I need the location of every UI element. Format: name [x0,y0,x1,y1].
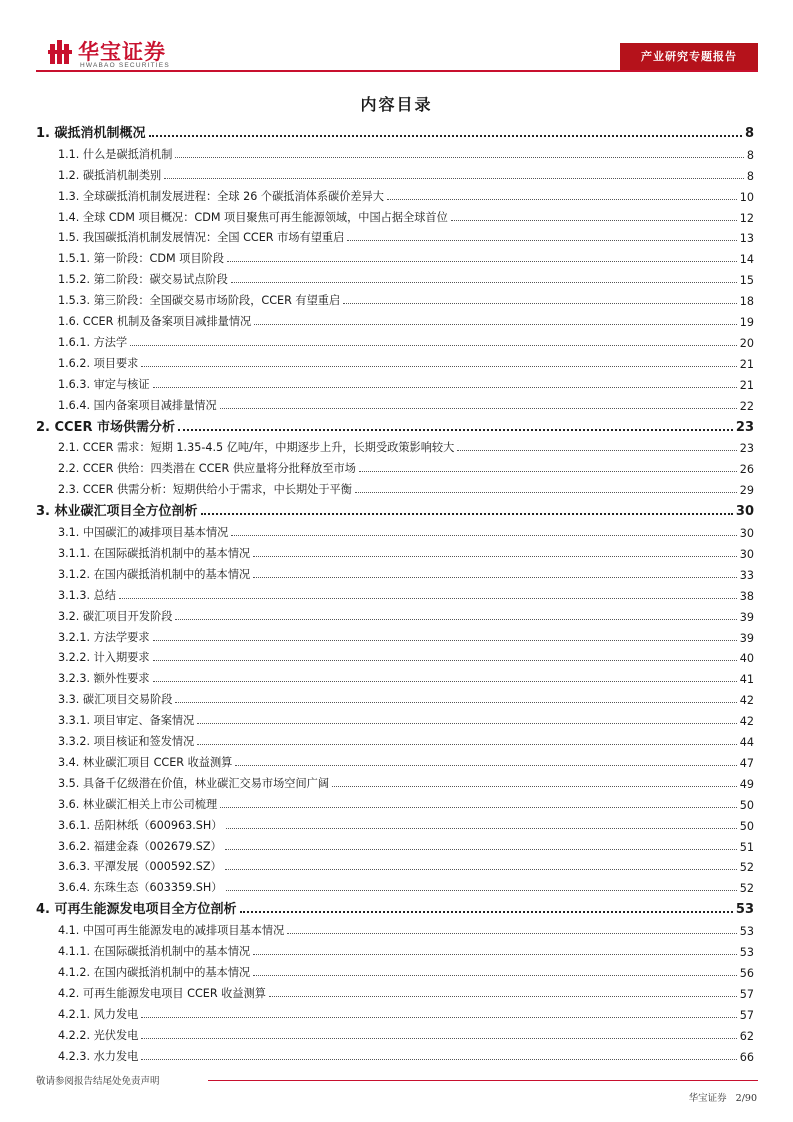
toc-entry-text: 可再生能源发电项目全方位剖析 [54,902,237,918]
toc-dot-leader [240,911,733,913]
toc-entry-number: 3.1. [58,526,80,540]
logo-chinese-name: 华宝证券 [78,40,166,64]
toc-entry-label [58,334,127,351]
toc-page-number: 66 [739,1050,754,1064]
toc-entry-level-3[interactable] [36,541,754,562]
toc-page-number: 39 [739,610,754,624]
toc-entry-number: 1. [36,126,50,141]
toc-entry-text: 第一阶段：CDM 项目阶段 [93,252,224,266]
toc-entry-number: 4.1. [58,924,80,938]
toc-entry-text: CCER 需求：短期 1.35-4.5 亿吨/年，中期逐步上升，长期受政策影响较大 [82,441,455,455]
toc-entry-label [58,545,250,562]
toc-dot-leader [225,869,737,870]
toc-page-number: 50 [739,819,754,833]
toc-entry-number: 3.2.1. [58,630,91,644]
toc-page-number: 52 [739,861,754,875]
toc-entry-text: 水力发电 [93,1049,139,1063]
toc-entry-text: 在国际碳抵消机制中的基本情况 [93,547,251,561]
page-header [36,30,758,74]
toc-entry-label [58,292,340,309]
toc-entry-level-1[interactable] [36,414,754,436]
toc-entry-level-1[interactable] [36,896,754,918]
toc-dot-leader [149,135,742,137]
toc-entry-level-3[interactable] [36,813,754,834]
toc-entry-number: 1.5.1. [58,252,91,266]
toc-entry-text: 计入期要求 [93,651,150,665]
toc-entry-level-2[interactable] [36,687,754,708]
toc-entry-text: 在国内碳抵消机制中的基本情况 [93,965,251,979]
toc-dot-leader [153,660,737,661]
toc-entry-level-3[interactable] [36,834,754,855]
toc-entry-level-3[interactable] [36,855,754,876]
toc-entry-label [58,481,352,498]
toc-entry-level-2[interactable] [36,436,754,457]
toc-entry-label [36,500,198,520]
toc-dot-leader [153,681,737,682]
toc-dot-leader [253,577,737,578]
toc-entry-level-2[interactable] [36,477,754,498]
toc-entry-label [58,943,250,960]
toc-page-number: 44 [739,736,754,750]
toc-entry-label [58,271,228,288]
toc-title: 内容目录 [360,95,433,114]
footer-page-number: 2/90 [735,1093,757,1104]
toc-entry-label [58,608,172,625]
toc-entry-number: 1.3. [58,189,80,203]
toc-entry-label [36,416,175,436]
toc-dot-leader [220,807,737,808]
toc-entry-level-3[interactable] [36,708,754,729]
toc-entry-number: 3.5. [58,776,80,790]
toc-entry-label [58,250,224,267]
toc-entry-label [58,209,448,226]
toc-entry-label [58,1006,138,1023]
toc-entry-label [58,712,194,729]
toc-entry-level-2[interactable] [36,142,754,163]
toc-dot-leader [457,450,736,451]
toc-page-number: 29 [739,484,754,498]
toc-page-number: 50 [739,798,754,812]
toc-entry-level-3[interactable] [36,372,754,393]
toc-entry-level-2[interactable] [36,750,754,771]
toc-entry-number: 3. [36,504,50,520]
company-logo [48,38,198,72]
toc-dot-leader [287,933,736,934]
toc-entry-level-3[interactable] [36,393,754,414]
toc-entry-number: 1.6.4. [58,398,91,412]
toc-page-number: 53 [739,946,754,960]
toc-page-number: 21 [739,357,754,371]
toc-page-number: 41 [739,673,754,687]
toc-dot-leader [347,240,736,241]
toc-entry-level-3[interactable] [36,1002,754,1023]
toc-dot-leader [141,366,736,367]
toc-page-number: 13 [739,232,754,246]
toc-entry-text: 风力发电 [93,1007,139,1021]
toc-page-number: 53 [739,925,754,939]
toc-page-number: 56 [739,966,754,980]
toc-page-number: 33 [739,568,754,582]
toc-entry-text: 额外性要求 [93,672,150,686]
toc-entry-text: 我国碳抵消机制发展情况：全国 CCER 市场有望重启 [82,231,345,245]
toc-entry-text: 第三阶段：全国碳交易市场阶段，CCER 有望重启 [93,294,341,308]
toc-entry-text: 项目审定、备案情况 [93,714,195,728]
toc-entry-text: 可再生能源发电项目 CCER 收益测算 [82,986,266,1000]
logo-mark-icon [48,38,74,66]
toc-entry-level-2[interactable] [36,792,754,813]
toc-page-number: 8 [746,148,754,162]
toc-page-number: 15 [739,274,754,288]
toc-entry-number: 4.1.1. [58,945,91,959]
toc-entry-level-3[interactable] [36,246,754,267]
toc-dot-leader [355,492,737,493]
toc-dot-leader [153,640,737,641]
toc-page-number: 62 [739,1029,754,1043]
toc-dot-leader [178,429,733,431]
toc-page-number: 57 [739,1008,754,1022]
toc-entry-level-2[interactable] [36,456,754,477]
toc-entry-text: 全球 CDM 项目概况：CDM 项目聚焦可再生能源领域，中国占据全球首位 [82,210,448,224]
logo-english-name: HWABAO SECURITIES [80,62,170,69]
toc-entry-text: 林业碳汇项目全方位剖析 [54,504,198,520]
toc-dot-leader [227,261,737,262]
toc-entry-number: 3.1.3. [58,588,91,602]
footer-divider [208,1080,758,1081]
toc-entry-number: 4.2. [58,986,80,1000]
toc-dot-leader [130,345,737,346]
toc-entry-label [58,146,172,163]
toc-entry-level-3[interactable] [36,939,754,960]
toc-dot-leader [226,890,737,891]
toc-entry-text: CCER 供需分析：短期供给小于需求，中长期处于平衡 [82,483,352,497]
toc-page-number: 18 [739,295,754,309]
toc-entry-text: CCER 机制及备案项目减排量情况 [82,315,252,329]
toc-entry-text: CCER 市场供需分析 [54,419,176,435]
toc-page-number: 30 [735,504,754,520]
toc-entry-number: 3.1.1. [58,547,91,561]
toc-entry-number: 1.6.1. [58,335,91,349]
toc-entry-label [58,229,344,246]
toc-entry-level-3[interactable] [36,646,754,667]
toc-entry-label [58,817,223,834]
toc-entry-text: 平潭发展（000592.SZ） [93,860,222,874]
toc-entry-label [58,587,116,604]
toc-entry-level-3[interactable] [36,267,754,288]
toc-entry-number: 1.4. [58,210,80,224]
toc-entry-number: 3.2.2. [58,651,91,665]
toc-entry-number: 3.6.3. [58,860,91,874]
toc-entry-text: 在国内碳抵消机制中的基本情况 [93,567,251,581]
toc-entry-label [36,122,146,142]
toc-dot-leader [451,220,737,221]
toc-page-number: 8 [746,169,754,183]
toc-dot-leader [141,1017,736,1018]
toc-entry-number: 2.3. [58,483,80,497]
footer-page-info [689,1090,757,1104]
toc-entry-number: 1.5.3. [58,294,91,308]
toc-entry-text: 碳抵消机制类别 [82,168,162,182]
toc-page-number: 26 [739,463,754,477]
toc-entry-text: 总结 [93,588,116,602]
toc-entry-number: 1.2. [58,168,80,182]
toc-dot-leader [197,723,736,724]
toc-entry-number: 3.3. [58,693,80,707]
toc-dot-leader [197,744,736,745]
toc-page-number: 23 [735,419,754,435]
toc-entry-level-3[interactable] [36,351,754,372]
toc-entry-level-2[interactable] [36,163,754,184]
toc-dot-leader [253,975,737,976]
toc-entry-label [58,313,251,330]
toc-entry-number: 1.1. [58,147,80,161]
toc-page-number: 53 [735,902,754,918]
toc-dot-leader [231,282,737,283]
toc-entry-label [58,691,172,708]
toc-entry-label [58,524,228,541]
toc-dot-leader [269,996,737,997]
toc-entry-number: 3.1.2. [58,567,91,581]
toc-page-number: 22 [739,399,754,413]
toc-page-number: 21 [739,378,754,392]
toc-page-number: 40 [739,652,754,666]
toc-entry-text: 光伏发电 [93,1028,139,1042]
toc-page-number: 42 [739,694,754,708]
toc-entry-text: 什么是碳抵消机制 [82,147,173,161]
toc-entry-label [58,985,266,1002]
toc-entry-level-2[interactable] [36,771,754,792]
toc-entry-number: 4.2.1. [58,1007,91,1021]
toc-entry-level-3[interactable] [36,288,754,309]
toc-entry-number: 1.5. [58,231,80,245]
toc-dot-leader [153,387,737,388]
toc-entry-label [58,397,217,414]
toc-dot-leader [387,199,737,200]
toc-entry-number: 3.3.2. [58,735,91,749]
toc-entry-label [58,439,454,456]
toc-entry-level-2[interactable] [36,604,754,625]
toc-entry-text: 中国可再生能源发电的减排项目基本情况 [82,924,285,938]
toc-entry-number: 3.2.3. [58,672,91,686]
toc-entry-text: 项目核证和签发情况 [93,735,195,749]
toc-entry-text: 福建金森（002679.SZ） [93,839,222,853]
toc-dot-leader [253,556,737,557]
toc-entry-label [58,188,384,205]
toc-dot-leader [231,535,736,536]
toc-entry-number: 2.1. [58,441,80,455]
toc-entry-label [58,754,232,771]
toc-entry-number: 4.2.2. [58,1028,91,1042]
toc-entry-text: 碳汇项目开发阶段 [82,609,173,623]
toc-entry-text: 方法学 [93,335,128,349]
toc-entry-level-2[interactable] [36,205,754,226]
toc-dot-leader [175,619,736,620]
toc-entry-number: 1.6. [58,315,80,329]
toc-page-number: 8 [744,126,754,141]
toc-entry-text: CCER 供给：四类潜在 CCER 供应量将分批释放至市场 [82,462,356,476]
toc-entry-level-3[interactable] [36,1023,754,1044]
toc-page-number: 51 [739,840,754,854]
toc-entry-label [58,629,150,646]
toc-entry-text: 具备千亿级潜在价值，林业碳汇交易市场空间广阔 [82,776,330,790]
toc-entry-label [58,733,194,750]
toc-entry-label [58,649,150,666]
toc-entry-level-2[interactable] [36,981,754,1002]
toc-entry-text: 中国碳汇的减排项目基本情况 [82,526,229,540]
toc-entry-number: 1.6.2. [58,356,91,370]
toc-dot-leader [201,513,733,515]
toc-entry-level-3[interactable] [36,625,754,646]
toc-page-number: 19 [739,316,754,330]
toc-dot-leader [175,157,743,158]
toc-dot-leader [235,765,736,766]
toc-dot-leader [141,1059,736,1060]
footer-company: 华宝证券 [688,1093,727,1104]
toc-entry-label [58,167,161,184]
toc-entry-label [58,922,284,939]
toc-entry-text: 项目要求 [93,356,139,370]
toc-entry-number: 3.6. [58,797,80,811]
toc-dot-leader [253,954,737,955]
toc-entry-level-2[interactable] [36,184,754,205]
toc-entry-label [58,670,150,687]
toc-entry-level-1[interactable] [36,498,754,520]
toc-dot-leader [119,598,737,599]
toc-entry-label [36,898,237,918]
toc-entry-level-3[interactable] [36,875,754,896]
toc-entry-text: 林业碳汇项目 CCER 收益测算 [82,755,233,769]
toc-entry-number: 4. [36,902,50,918]
toc-entry-label [58,355,138,372]
toc-entry-text: 国内备案项目减排量情况 [93,398,217,412]
toc-page-number: 10 [739,190,754,204]
toc-entry-text: 方法学要求 [93,630,150,644]
header-divider [36,70,758,72]
toc-entry-label [58,838,222,855]
toc-entry-number: 2. [36,419,50,435]
toc-dot-leader [141,1038,736,1039]
toc-dot-leader [226,828,737,829]
toc-page-number: 14 [739,253,754,267]
toc-entry-text: 第二阶段：碳交易试点阶段 [93,273,228,287]
toc-entry-number: 1.5.2. [58,273,91,287]
toc-entry-level-2[interactable] [36,226,754,247]
toc-entry-number: 4.1.2. [58,965,91,979]
toc-entry-label [58,566,250,583]
toc-entry-level-1[interactable] [36,120,754,142]
toc-entry-text: 全球碳抵消机制发展进程：全球 26 个碳抵消体系碳价差异大 [82,189,384,203]
toc-dot-leader [175,702,736,703]
toc-entry-label [58,858,222,875]
toc-entry-number: 1.6.3. [58,377,91,391]
toc-entry-label [58,1048,138,1065]
toc-dot-leader [359,471,737,472]
toc-page-number: 23 [739,442,754,456]
toc-entry-number: 2.2. [58,462,80,476]
toc-page-number: 52 [739,882,754,896]
toc-page-number: 42 [739,715,754,729]
toc-entry-level-3[interactable] [36,960,754,981]
toc-entry-number: 3.6.1. [58,818,91,832]
toc-entry-level-3[interactable] [36,1044,754,1065]
toc-entry-label [58,775,329,792]
toc-entry-text: 碳抵消机制概况 [54,126,146,141]
toc-entry-text: 审定与核证 [93,377,150,391]
toc-entry-text: 林业碳汇相关上市公司梳理 [82,797,218,811]
toc-page-number: 47 [739,756,754,770]
toc-dot-leader [332,786,737,787]
toc-entry-level-2[interactable] [36,520,754,541]
toc-page-number: 20 [739,336,754,350]
toc-page-number: 30 [739,527,754,541]
toc-entry-level-3[interactable] [36,666,754,687]
toc-entry-text: 岳阳林纸（600963.SH） [93,818,223,832]
toc-page-number: 38 [739,589,754,603]
toc-entry-text: 在国际碳抵消机制中的基本情况 [93,945,251,959]
toc-entry-label [58,796,217,813]
toc-entry-number: 3.2. [58,609,80,623]
toc-entry-level-2[interactable] [36,309,754,330]
toc-entry-level-3[interactable] [36,583,754,604]
toc-dot-leader [164,178,744,179]
toc-entry-text: 碳汇项目交易阶段 [82,693,173,707]
toc-page-number: 12 [739,211,754,225]
toc-page-number: 49 [739,777,754,791]
toc-page-number: 30 [739,548,754,562]
table-of-contents [36,120,754,1065]
toc-entry-label [58,879,223,896]
toc-entry-number: 3.4. [58,755,80,769]
toc-entry-label [58,460,356,477]
toc-entry-level-3[interactable] [36,330,754,351]
toc-dot-leader [220,408,737,409]
toc-entry-level-3[interactable] [36,562,754,583]
toc-page-number: 57 [739,987,754,1001]
toc-entry-level-3[interactable] [36,729,754,750]
footer-disclaimer: 敬请参阅报告结尾处免责声明 [36,1076,160,1087]
toc-page-number: 39 [739,631,754,645]
toc-entry-number: 4.2.3. [58,1049,91,1063]
toc-entry-label [58,376,150,393]
toc-dot-leader [225,849,737,850]
toc-dot-leader [254,324,737,325]
toc-entry-number: 3.6.2. [58,839,91,853]
toc-dot-leader [343,303,737,304]
toc-entry-number: 3.6.4. [58,881,91,895]
toc-entry-text: 东珠生态（603359.SH） [93,881,223,895]
toc-entry-number: 3.3.1. [58,714,91,728]
toc-entry-label [58,964,250,981]
toc-entry-level-2[interactable] [36,918,754,939]
toc-entry-label [58,1027,138,1044]
report-type-badge: 产业研究专题报告 [620,43,758,70]
